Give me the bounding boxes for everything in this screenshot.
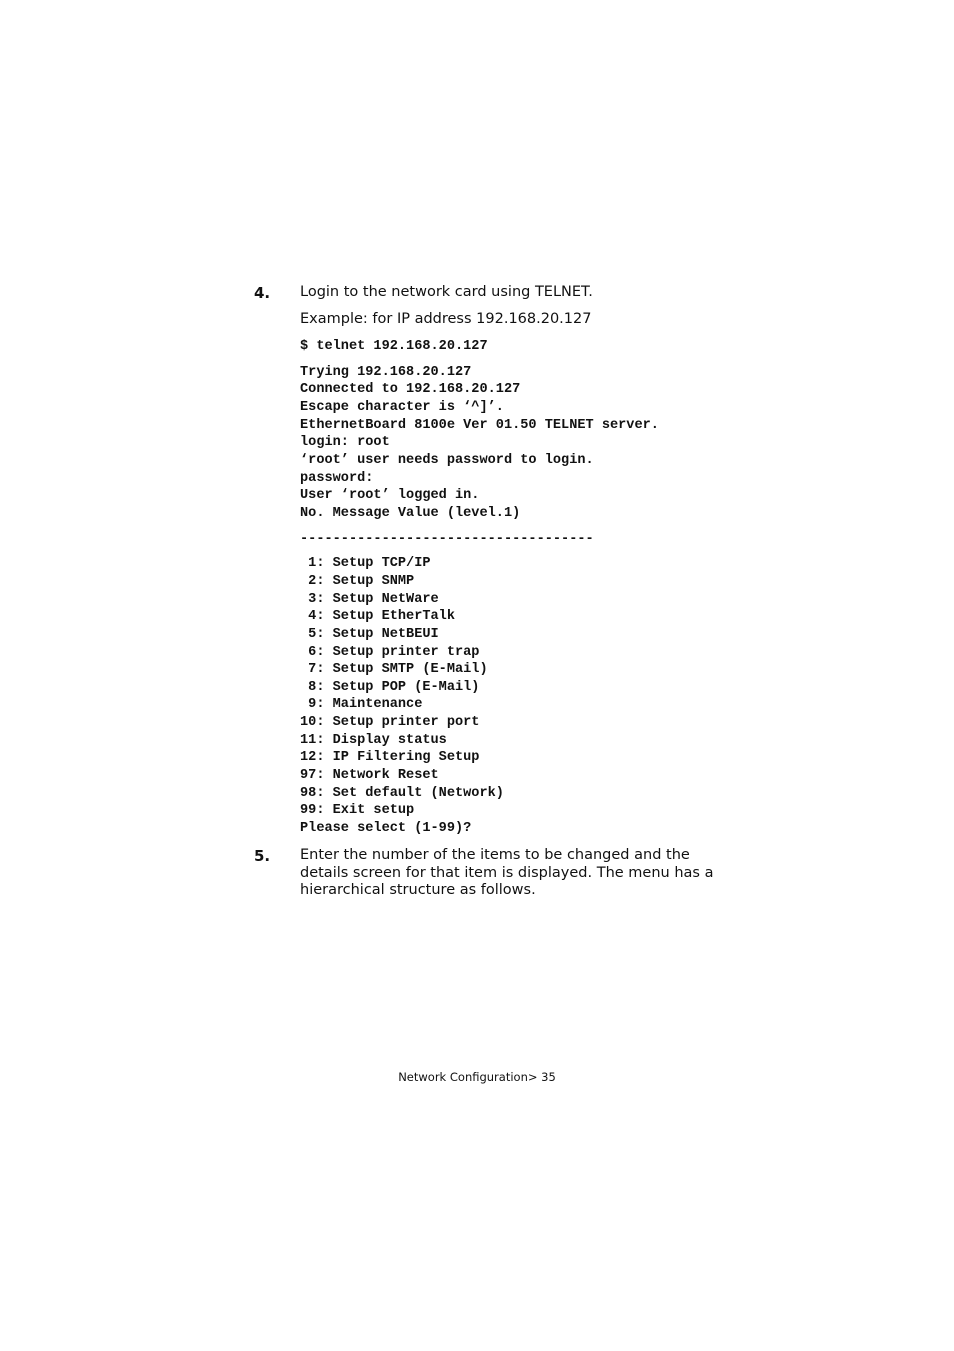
session-line: password: <box>300 470 374 486</box>
menu-item: 98: Set default (Network) <box>300 785 504 801</box>
menu-item: 2: Setup SNMP <box>300 573 415 589</box>
setup-menu <box>300 555 724 838</box>
session-line: Trying 192.168.20.127 <box>300 364 472 380</box>
page-footer: Network Configuration> 35 <box>398 1070 556 1084</box>
step-4-number: 4. <box>254 284 271 302</box>
step-4-instruction: Login to the network card using TELNET. <box>300 284 593 300</box>
session-line: login: root <box>300 435 390 451</box>
session-line: Connected to 192.168.20.127 <box>300 382 521 398</box>
step-5-text: Enter the number of the items to be changed and the details screen for that item is displayed. The menu has a hierarchical structure as follows. <box>300 847 714 898</box>
step-5-number: 5. <box>254 847 271 865</box>
menu-item: 4: Setup EtherTalk <box>300 609 455 625</box>
telnet-command: $ telnet 192.168.20.127 <box>300 339 488 354</box>
menu-item: 1: Setup TCP/IP <box>300 556 431 572</box>
session-line: No. Message Value (level.1) <box>300 505 521 521</box>
step-5 <box>254 847 724 900</box>
menu-separator: ------------------------------------ <box>300 531 594 547</box>
menu-item: 8: Setup POP (E-Mail) <box>300 679 480 695</box>
menu-item: 3: Setup NetWare <box>300 591 439 607</box>
session-line: ‘root’ user needs password to login. <box>300 452 594 468</box>
menu-item: 5: Setup NetBEUI <box>300 626 439 642</box>
menu-item: 6: Setup printer trap <box>300 644 480 660</box>
step-4 <box>254 284 724 838</box>
session-line: User ‘root’ logged in. <box>300 488 480 504</box>
session-line: Escape character is ‘^]’. <box>300 399 504 415</box>
menu-item: 11: Display status <box>300 732 447 748</box>
menu-item: 99: Exit setup <box>300 803 415 819</box>
telnet-session <box>300 364 724 523</box>
menu-item: 9: Maintenance <box>300 697 423 713</box>
menu-item: 7: Setup SMTP (E-Mail) <box>300 662 488 678</box>
menu-item: 12: IP Filtering Setup <box>300 750 480 766</box>
step-4-example: Example: for IP address 192.168.20.127 <box>300 310 592 327</box>
menu-prompt: Please select (1-99)? <box>300 821 472 837</box>
menu-item: 10: Setup printer port <box>300 715 480 731</box>
menu-item: 97: Network Reset <box>300 768 439 784</box>
session-line: EthernetBoard 8100e Ver 01.50 TELNET server. <box>300 417 659 433</box>
